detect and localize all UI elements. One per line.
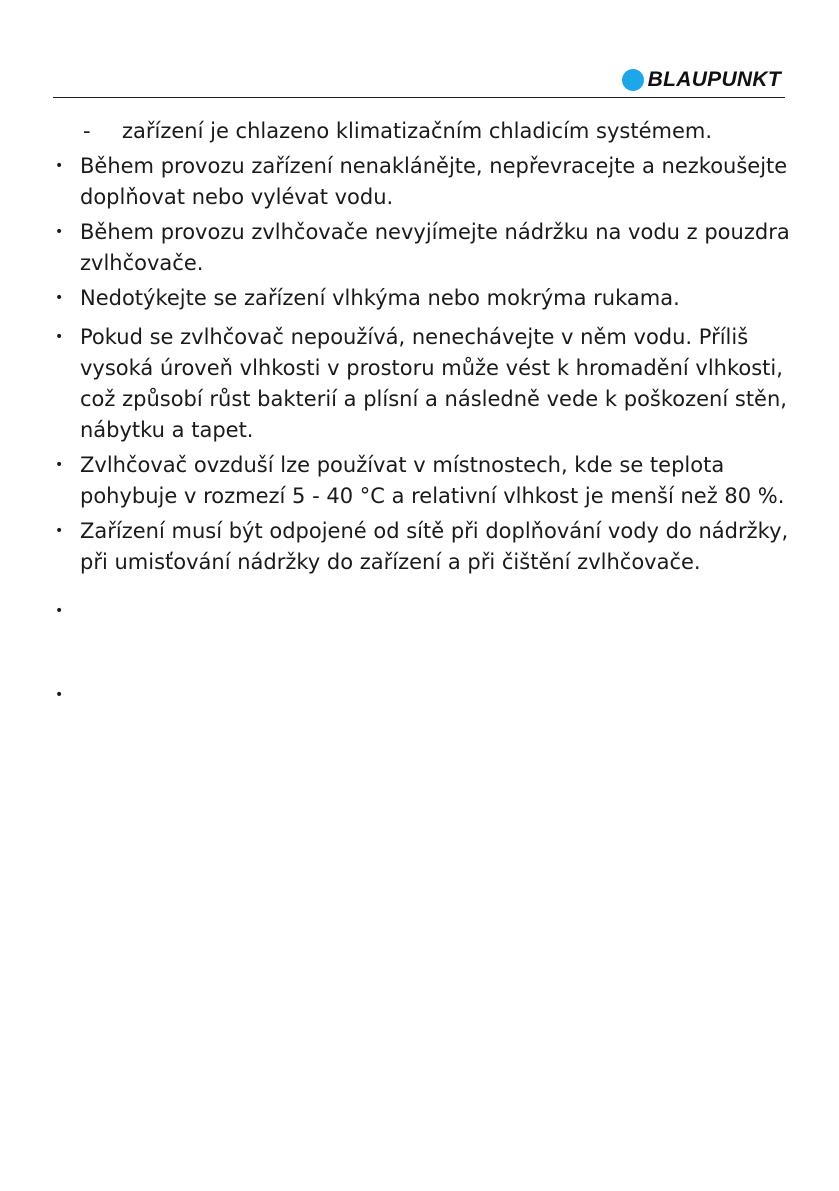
list-item bbox=[0, 322, 839, 446]
list-item bbox=[0, 151, 839, 213]
list-item-text: Nedotýkejte se zařízení vlhkýma nebo mokrýma rukama. bbox=[80, 286, 680, 310]
dash-marker: - bbox=[83, 119, 91, 143]
bullet-icon: • bbox=[55, 603, 64, 619]
list-item bbox=[0, 516, 839, 578]
list-item bbox=[0, 217, 839, 279]
header-divider bbox=[53, 97, 785, 98]
bullet-icon: • bbox=[55, 290, 64, 306]
list-item-text: Během provozu zařízení nenaklánějte, nepřevracejte a nezkoušejte doplňovat nebo vylévat vodu. bbox=[80, 154, 788, 209]
bullet-icon: • bbox=[55, 329, 64, 345]
dash-item-text: zařízení je chlazeno klimatizačním chladicím systémem. bbox=[122, 119, 713, 143]
bullet-icon: • bbox=[55, 224, 64, 240]
list-item bbox=[0, 283, 839, 314]
list-item-text: Zařízení musí být odpojené od sítě při doplňování vody do nádržky, při umisťování nádržky do zařízení a při čištění zvlhčovače. bbox=[80, 519, 789, 574]
bullet-icon: • bbox=[55, 457, 64, 473]
empty-list-item bbox=[0, 596, 839, 627]
instructions-list bbox=[0, 116, 839, 711]
list-item-text: Během provozu zvlhčovače nevyjímejte nádržku na vodu z pouzdra zvlhčovače. bbox=[80, 220, 790, 275]
bullet-icon: • bbox=[55, 687, 64, 703]
logo-dot-icon bbox=[622, 69, 644, 91]
dash-list-item bbox=[0, 116, 839, 147]
list-item-text: Pokud se zvlhčovač nepoužívá, nenechávejte v něm vodu. Příliš vysoká úroveň vlhkosti v prostoru může vést k hromadění vlhkosti, což způsobí růst bakterií a plísní a následně vede k poškození stěn, nábytku a tapet. bbox=[80, 325, 787, 442]
empty-list-item bbox=[0, 680, 839, 711]
bullet-icon: • bbox=[55, 523, 64, 539]
brand-name: BLAUPUNKT bbox=[647, 68, 781, 91]
list-item-text: Zvlhčovač ovzduší lze používat v místnostech, kde se teplota pohybuje v rozmezí 5 - 40 °C a relativní vlhkost je menší než 80 %. bbox=[80, 453, 785, 508]
brand-logo bbox=[622, 68, 781, 92]
list-item bbox=[0, 450, 839, 512]
bullet-icon: • bbox=[55, 158, 64, 174]
